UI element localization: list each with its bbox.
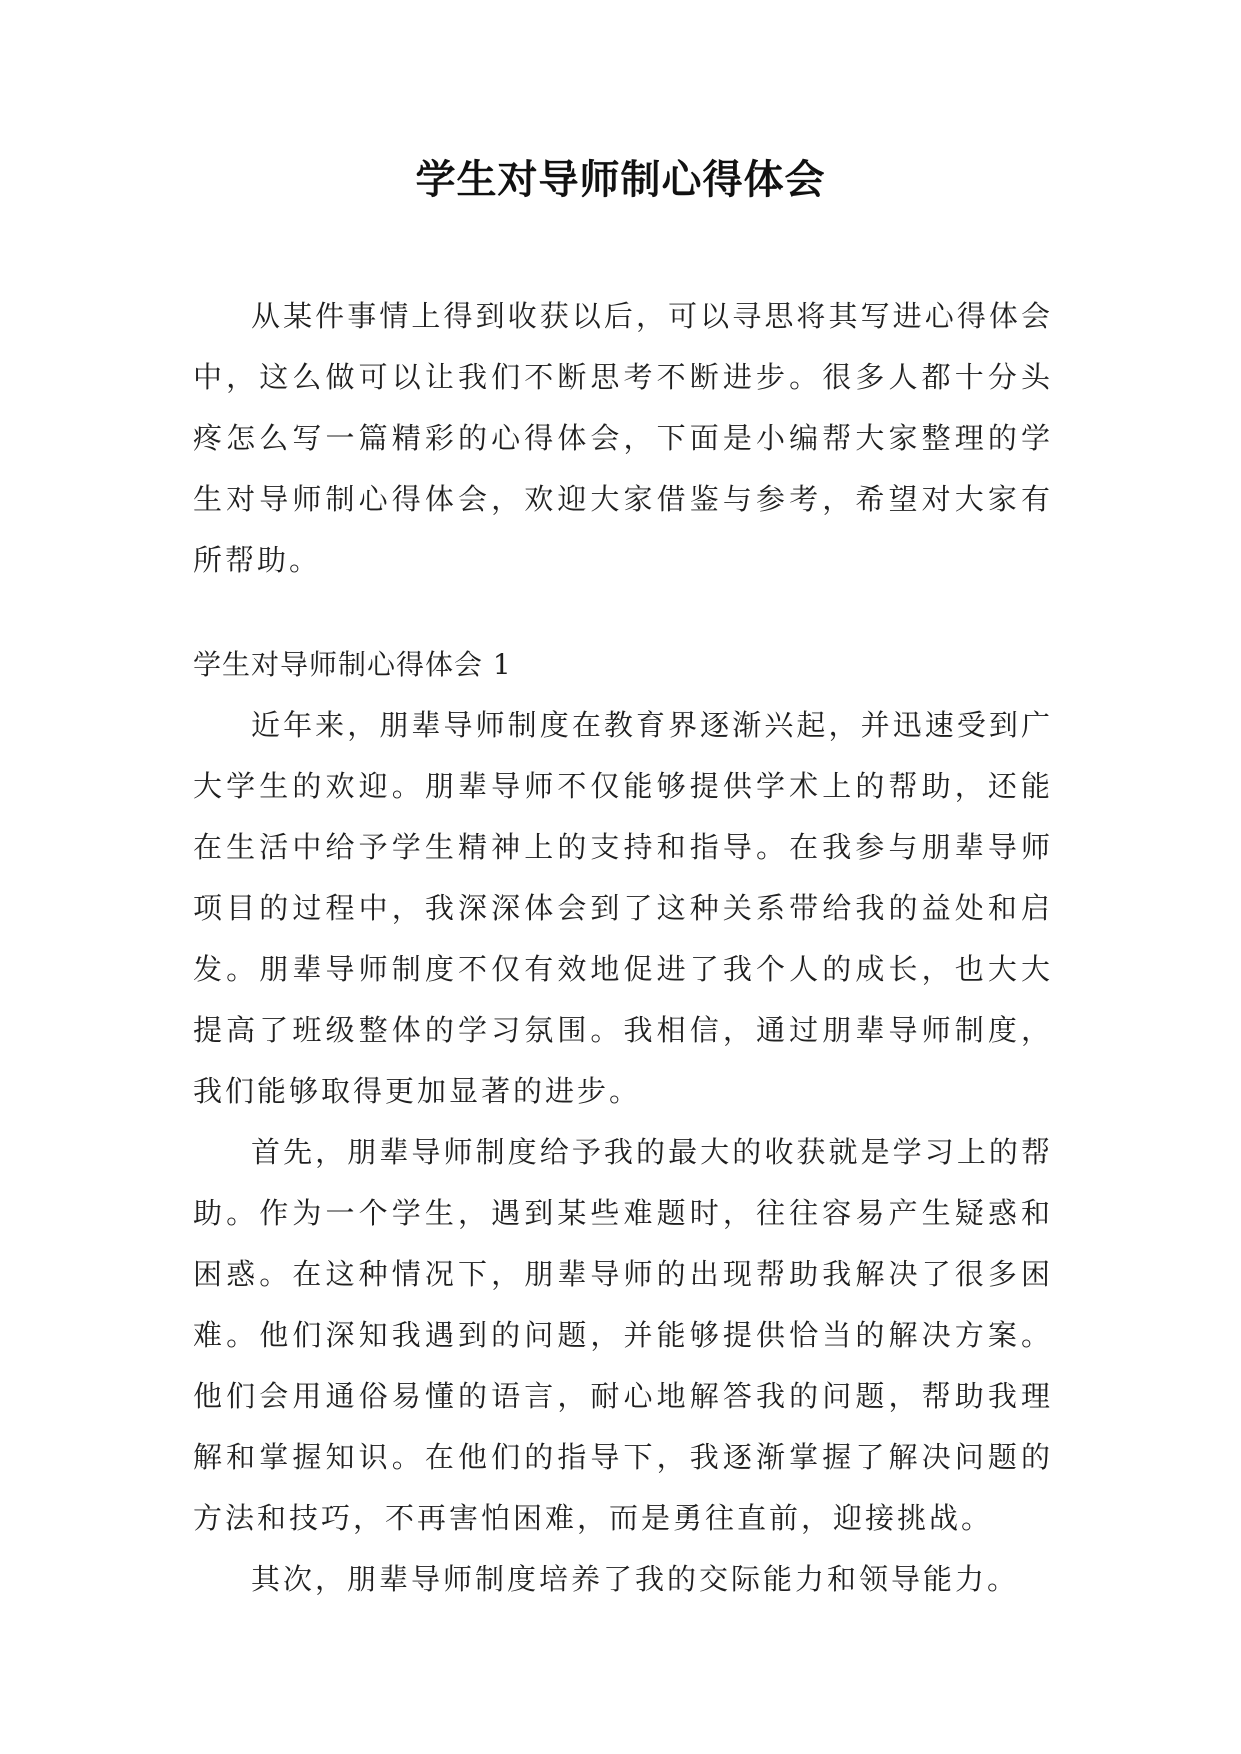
body-paragraph-2: 首先，朋辈导师制度给予我的最大的收获就是学习上的帮助。作为一个学生，遇到某些难题时，往往容易产生疑惑和困惑。在这种情况下，朋辈导师的出现帮助我解决了很多困难。他们深知我遇到的问题，并能够提供恰当的解决方案。他们会用通俗易懂的语言，耐心地解答我的问题，帮助我理解和掌握知识。在他们的指导下，我逐渐掌握了解决问题的方法和技巧，不再害怕困难，而是勇往直前，迎接挑战。 — [193, 1135, 1053, 1535]
intro-paragraph: 从某件事情上得到收获以后，可以寻思将其写进心得体会中，这么做可以让我们不断思考不断进步。很多人都十分头疼怎么写一篇精彩的心得体会，下面是小编帮大家整理的学生对导师制心得体会，欢迎大家借鉴与参考，希望对大家有所帮助。 — [193, 299, 1053, 577]
body-paragraph-3: 其次，朋辈导师制度培养了我的交际能力和领导能力。 — [251, 1562, 1020, 1596]
intro-block — [193, 286, 1053, 591]
section-heading: 学生对导师制心得体会 1 — [193, 648, 512, 681]
document-title: 学生对导师制心得体会 — [415, 157, 826, 203]
section-1 — [193, 634, 1053, 1610]
body-paragraph-1: 近年来，朋辈导师制度在教育界逐渐兴起，并迅速受到广大学生的欢迎。朋辈导师不仅能够提供学术上的帮助，还能在生活中给予学生精神上的支持和指导。在我参与朋辈导师项目的过程中，我深深体会到了这种关系带给我的益处和启发。朋辈导师制度不仅有效地促进了我个人的成长，也大大提高了班级整体的学习氛围。我相信，通过朋辈导师制度，我们能够取得更加显著的进步。 — [193, 708, 1053, 1108]
